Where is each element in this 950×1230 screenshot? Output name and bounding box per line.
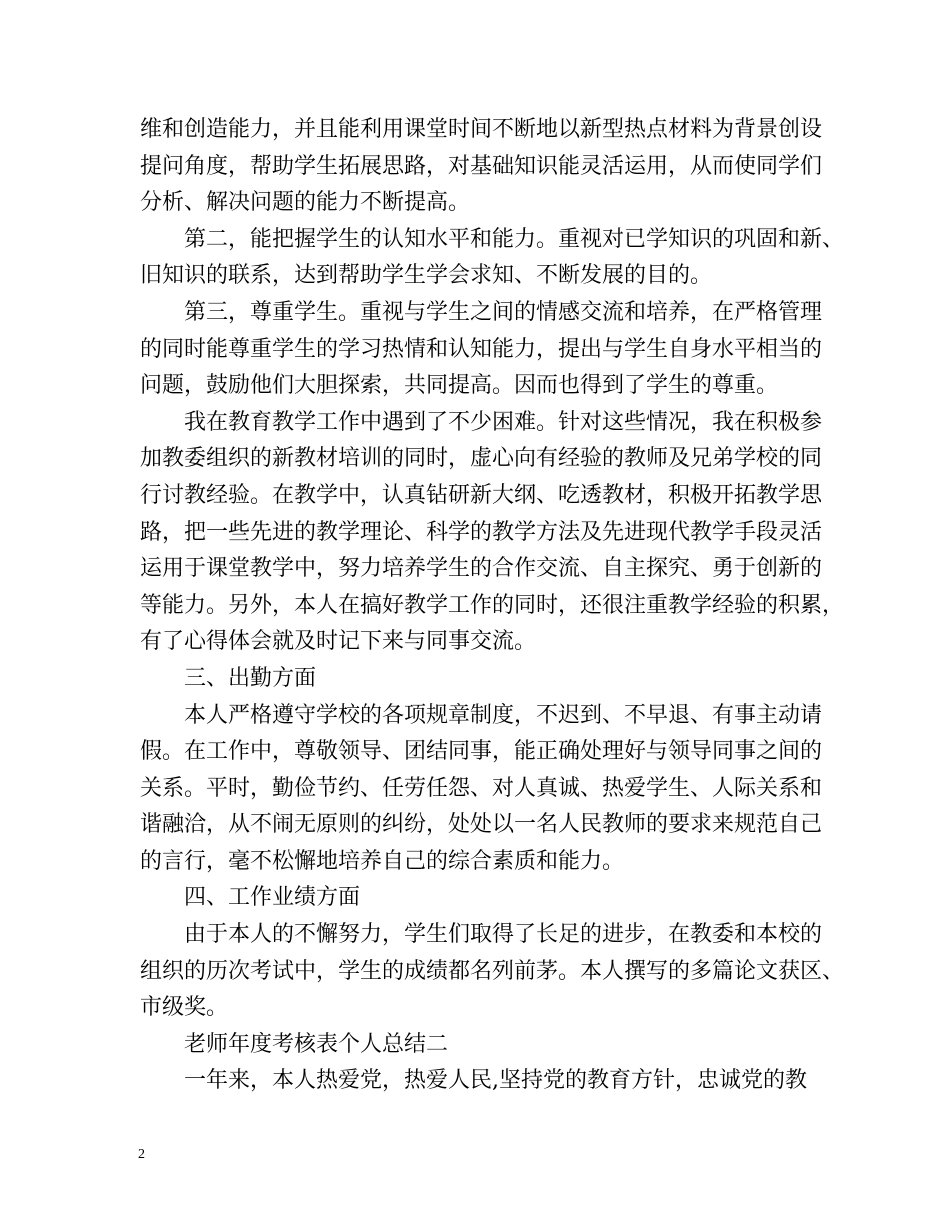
- text-line: 有了心得体会就及时记下来与同事交流。: [140, 629, 537, 655]
- text-line: 第三，尊重学生。重视与学生之间的情感交流和培养，在严格管理: [184, 299, 823, 325]
- text-line: 老师年度考核表个人总结二: [184, 1031, 449, 1057]
- text-line: 路，把一些先进的教学理论、科学的教学方法及先进现代教学手段灵活: [140, 519, 823, 545]
- text-line: 关系。平时，勤俭节约、任劳任怨、对人真诚、热爱学生、人际关系和: [140, 775, 823, 801]
- paragraph: [140, 698, 830, 881]
- text-line: 我在教育教学工作中遇到了不少困难。针对这些情况，我在积极参: [184, 409, 823, 435]
- paragraph: [140, 295, 830, 405]
- text-line: 第二，能把握学生的认知水平和能力。重视对已学知识的巩固和新、: [184, 226, 845, 252]
- paragraph: [140, 880, 830, 917]
- paragraph: [140, 917, 845, 1027]
- text-line: 加教委组织的新教材培训的同时，虚心向有经验的教师及兄弟学校的同: [140, 446, 823, 472]
- text-line: 三、出勤方面: [184, 665, 317, 691]
- text-line: 等能力。另外，本人在搞好教学工作的同时，还很注重教学经验的积累，: [140, 592, 845, 618]
- paragraph: [140, 405, 845, 661]
- text-line: 谐融洽，从不闹无原则的纠纷，处处以一名人民教师的要求来规范自己: [140, 812, 823, 838]
- page-number: 2: [138, 1147, 145, 1162]
- paragraph: [140, 1063, 830, 1100]
- text-line: 四、工作业绩方面: [184, 885, 361, 911]
- text-line: 本人严格遵守学校的各项规章制度，不迟到、不早退、有事主动请: [184, 702, 823, 728]
- text-line: 问题，鼓励他们大胆探索，共同提高。因而也得到了学生的尊重。: [140, 373, 779, 399]
- text-line: 行讨教经验。在教学中，认真钻研新大纲、吃透教材，积极开拓教学思: [140, 482, 823, 508]
- document-body: [140, 112, 845, 1100]
- text-line: 提问角度，帮助学生拓展思路，对基础知识能灵活运用，从而使同学们: [140, 153, 823, 179]
- text-line: 维和创造能力，并且能利用课堂时间不断地以新型热点材料为背景创设: [140, 117, 823, 142]
- paragraph: [140, 661, 830, 698]
- text-line: 市级奖。: [140, 995, 229, 1021]
- text-line: 的同时能尊重学生的学习热情和认知能力，提出与学生自身水平相当的: [140, 336, 823, 362]
- paragraph: [140, 112, 830, 222]
- text-line: 一年来，本人热爱党，热爱人民,坚持党的教育方针，忠诚党的教: [184, 1068, 807, 1094]
- text-line: 运用于课堂教学中，努力培养学生的合作交流、自主探究、勇于创新的: [140, 556, 823, 582]
- text-line: 假。在工作中，尊敬领导、团结同事，能正确处理好与领导同事之间的: [140, 739, 823, 765]
- text-line: 的言行，毫不松懈地培养自己的综合素质和能力。: [140, 848, 625, 874]
- text-line: 由于本人的不懈努力，学生们取得了长足的进步，在教委和本校的: [184, 922, 823, 948]
- text-line: 旧知识的联系，达到帮助学生学会求知、不断发展的目的。: [140, 263, 713, 289]
- text-line: 分析、解决问题的能力不断提高。: [140, 190, 471, 216]
- text-line: 组织的历次考试中，学生的成绩都名列前茅。本人撰写的多篇论文获区、: [140, 958, 845, 984]
- paragraph: [140, 222, 845, 295]
- paragraph: [140, 1027, 830, 1064]
